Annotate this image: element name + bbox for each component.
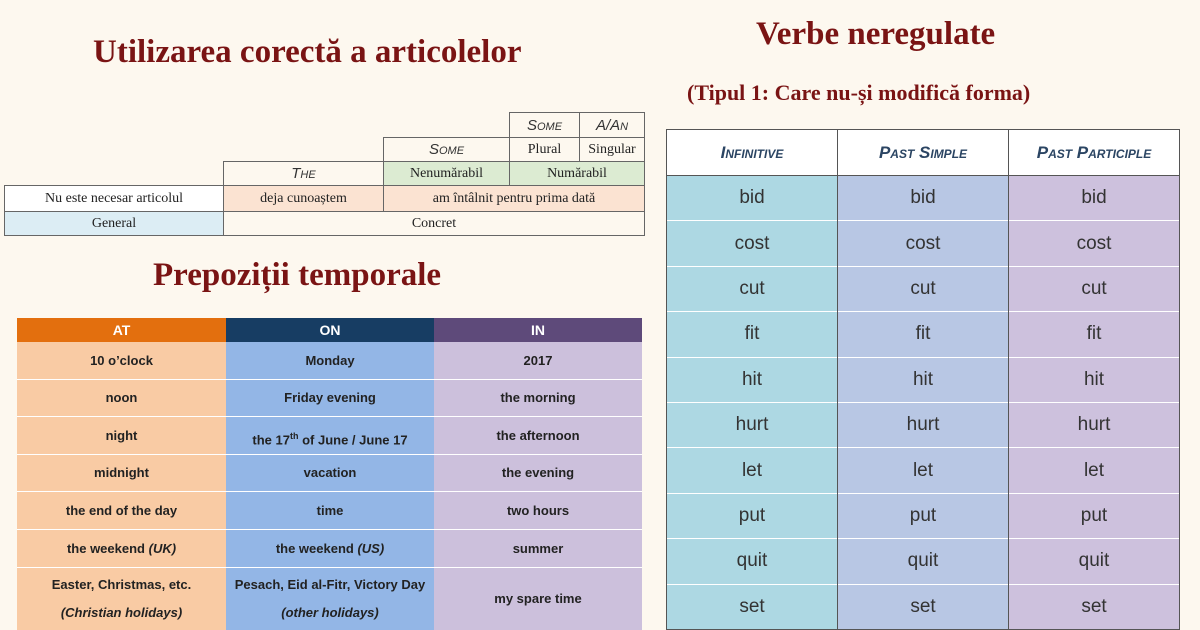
in-cell: two hours bbox=[434, 492, 642, 530]
in-column bbox=[434, 318, 642, 630]
verb-cell: put bbox=[838, 494, 1008, 539]
on-cell bbox=[226, 417, 434, 455]
past-participle-column bbox=[1009, 130, 1179, 629]
at-header: AT bbox=[17, 318, 226, 342]
verb-cell: fit bbox=[838, 312, 1008, 357]
verb-cell: let bbox=[1009, 448, 1179, 493]
at-holidays-sub: (Christian holidays) bbox=[60, 605, 183, 620]
infinitive-header: Infinitive bbox=[667, 130, 837, 176]
at-uk-suffix: (UK) bbox=[148, 541, 177, 556]
verb-cell: quit bbox=[667, 539, 837, 584]
verbs-subtitle: (Tipul 1: Care nu-și modifică forma) bbox=[687, 80, 1031, 105]
on-date-text: the 17 bbox=[252, 432, 290, 448]
on-cell bbox=[226, 530, 434, 568]
in-cell: the evening bbox=[434, 455, 642, 492]
on-date-rest: of June / June 17 bbox=[298, 432, 408, 448]
at-column bbox=[17, 318, 226, 630]
in-cell: my spare time bbox=[494, 591, 582, 606]
on-weekend-text: the weekend bbox=[275, 541, 354, 556]
am-intalnit-cell: am întâlnit pentru prima dată bbox=[383, 185, 645, 212]
verb-cell: fit bbox=[1009, 312, 1179, 357]
verb-cell: hurt bbox=[838, 403, 1008, 448]
verb-cell: hit bbox=[1009, 358, 1179, 403]
verb-cell: let bbox=[838, 448, 1008, 493]
verb-cell: set bbox=[910, 596, 936, 618]
in-cell: the afternoon bbox=[434, 417, 642, 455]
verb-cell: quit bbox=[838, 539, 1008, 584]
verb-cell: put bbox=[1009, 494, 1179, 539]
verb-cell: let bbox=[667, 448, 837, 493]
deja-cell: deja cunoaștem bbox=[223, 185, 384, 212]
verb-cell: fit bbox=[667, 312, 837, 357]
on-cell: Monday bbox=[226, 342, 434, 380]
on-us-suffix: (US) bbox=[357, 541, 385, 556]
prepositions-title: Prepoziții temporale bbox=[153, 257, 442, 293]
at-cell bbox=[17, 530, 226, 568]
at-cell bbox=[17, 568, 226, 630]
numarabil-cell: Numărabil bbox=[509, 161, 645, 186]
singular-cell: Singular bbox=[579, 137, 645, 162]
in-cell: the morning bbox=[434, 380, 642, 417]
past-simple-header: Past Simple bbox=[838, 130, 1008, 176]
at-cell: the end of the day bbox=[17, 492, 226, 530]
verb-cell: hit bbox=[667, 358, 837, 403]
verb-cell: bid bbox=[838, 176, 1008, 221]
verb-cell: cost bbox=[838, 221, 1008, 266]
verb-cell: cut bbox=[1009, 267, 1179, 312]
a-an-cell: A/An bbox=[579, 112, 645, 138]
past-simple-column bbox=[838, 130, 1009, 629]
on-cell: Friday evening bbox=[226, 380, 434, 417]
verbs-table bbox=[666, 129, 1180, 630]
at-cell: midnight bbox=[17, 455, 226, 492]
in-cell: summer bbox=[434, 530, 642, 568]
nenumarabil-cell: Nenumărabil bbox=[383, 161, 510, 186]
verbs-title: Verbe neregulate bbox=[756, 16, 996, 52]
plural-cell: Plural bbox=[509, 137, 580, 162]
at-holidays-text: Easter, Christmas, etc. bbox=[51, 577, 192, 592]
at-cell: noon bbox=[17, 380, 226, 417]
on-header: ON bbox=[226, 318, 434, 342]
some-mid-cell: Some bbox=[383, 137, 510, 162]
on-date-sup: th bbox=[289, 431, 299, 441]
prepositions-table bbox=[17, 318, 642, 630]
at-weekend-text: the weekend bbox=[66, 541, 145, 556]
infinitive-column bbox=[667, 130, 838, 629]
on-cell: time bbox=[226, 492, 434, 530]
on-cell bbox=[226, 568, 434, 630]
verb-cell: cost bbox=[1009, 221, 1179, 266]
verb-cell: cut bbox=[838, 267, 1008, 312]
at-cell: night bbox=[17, 417, 226, 455]
verb-cell: hit bbox=[838, 358, 1008, 403]
general-cell: General bbox=[4, 211, 224, 236]
verb-cell: quit bbox=[1009, 539, 1179, 584]
at-cell: 10 o’clock bbox=[17, 342, 226, 380]
on-cell: vacation bbox=[226, 455, 434, 492]
verb-cell: hurt bbox=[1009, 403, 1179, 448]
verb-cell: set bbox=[1081, 596, 1107, 618]
concret-cell: Concret bbox=[223, 211, 645, 236]
verb-cell: bid bbox=[1009, 176, 1179, 221]
nu-este-cell: Nu este necesar articolul bbox=[4, 185, 224, 212]
past-participle-header: Past Participle bbox=[1009, 130, 1179, 176]
verb-cell: hurt bbox=[667, 403, 837, 448]
the-cell: The bbox=[223, 161, 384, 186]
verb-cell: cut bbox=[667, 267, 837, 312]
in-header: IN bbox=[434, 318, 642, 342]
some-top-cell: Some bbox=[509, 112, 580, 138]
verb-cell: set bbox=[739, 596, 765, 618]
in-cell: 2017 bbox=[434, 342, 642, 380]
verb-cell: cost bbox=[667, 221, 837, 266]
articles-title: Utilizarea corectă a articolelor bbox=[93, 34, 522, 70]
on-holidays-sub: (other holidays) bbox=[281, 605, 379, 620]
on-holidays-text: Pesach, Eid al-Fitr, Victory Day bbox=[234, 577, 426, 592]
on-column bbox=[226, 318, 434, 630]
verb-cell: put bbox=[667, 494, 837, 539]
verb-cell: bid bbox=[667, 176, 837, 221]
